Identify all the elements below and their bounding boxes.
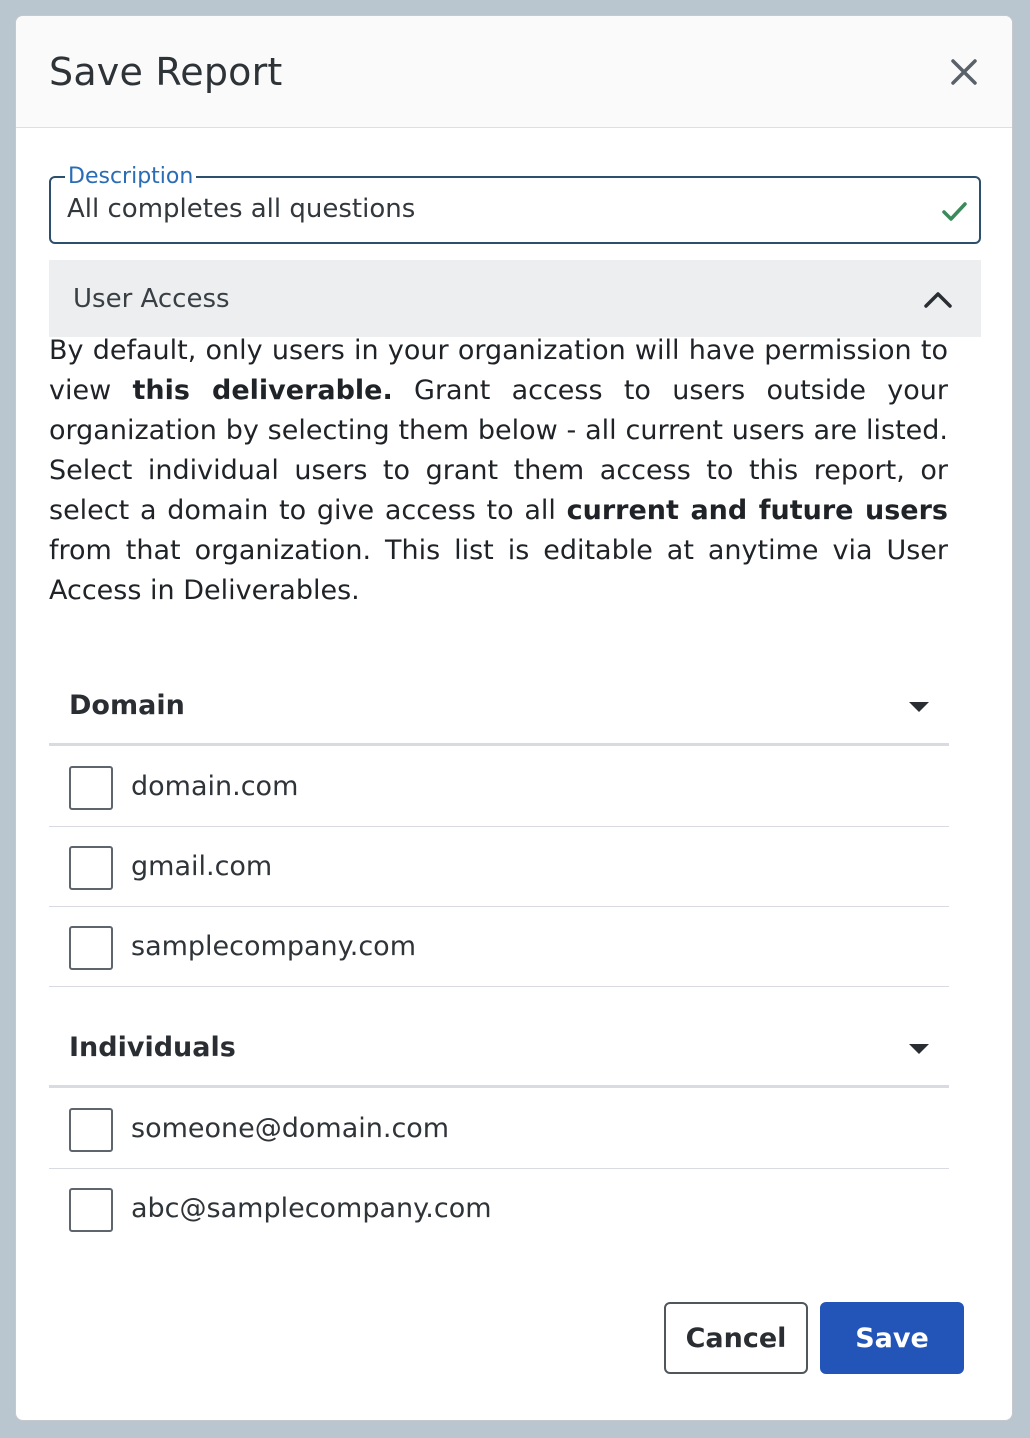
domain-list-header[interactable] [49, 650, 949, 746]
list-item[interactable] [49, 1169, 949, 1249]
cancel-button[interactable]: Cancel [664, 1302, 808, 1374]
list-item[interactable] [49, 827, 949, 907]
close-button[interactable] [944, 52, 984, 92]
individual-checkbox[interactable] [69, 1188, 113, 1232]
dialog-title: Save Report [49, 50, 283, 94]
dialog-header [16, 16, 1012, 128]
description-field[interactable] [49, 164, 981, 244]
description-input[interactable]: All completes all questions [67, 194, 416, 224]
domain-checkbox[interactable] [69, 766, 113, 810]
individual-label: abc@samplecompany.com [131, 1193, 492, 1224]
individual-label: someone@domain.com [131, 1113, 450, 1144]
domain-label: gmail.com [131, 851, 273, 882]
intro-bold-text: this deliverable. [132, 375, 393, 406]
intro-text-part: Grant access to users outside your organization by selecting them below - all current users are listed. Select individual users to grant them access to this report, or select a domain to give access to all [49, 375, 948, 526]
individual-checkbox[interactable] [69, 1108, 113, 1152]
intro-text-part: from that organization. This list is editable at anytime via User Access in Deliverables. [49, 535, 948, 606]
domain-checkbox[interactable] [69, 846, 113, 890]
chevron-up-icon [921, 284, 955, 314]
caret-down-icon [907, 700, 931, 714]
save-button[interactable]: Save [820, 1302, 964, 1374]
caret-down-icon [907, 1042, 931, 1056]
individuals-list-header[interactable] [49, 992, 949, 1088]
domain-checkbox[interactable] [69, 926, 113, 970]
description-label: Description [65, 164, 196, 189]
user-access-accordion-header[interactable] [49, 260, 981, 337]
intro-bold-text: current and future users [566, 495, 948, 526]
domain-header-label: Domain [69, 690, 185, 721]
user-access-title: User Access [73, 284, 230, 314]
close-icon [944, 52, 984, 92]
list-item[interactable] [49, 747, 949, 827]
intro-text-part: By default, only users in your organization will have permission to view [49, 335, 948, 406]
domain-label: domain.com [131, 771, 299, 802]
domain-label: samplecompany.com [131, 931, 417, 962]
list-item[interactable] [49, 1089, 949, 1169]
list-item[interactable] [49, 907, 949, 987]
individuals-header-label: Individuals [69, 1032, 236, 1063]
user-access-description [49, 331, 948, 611]
valid-check-icon [939, 196, 969, 226]
